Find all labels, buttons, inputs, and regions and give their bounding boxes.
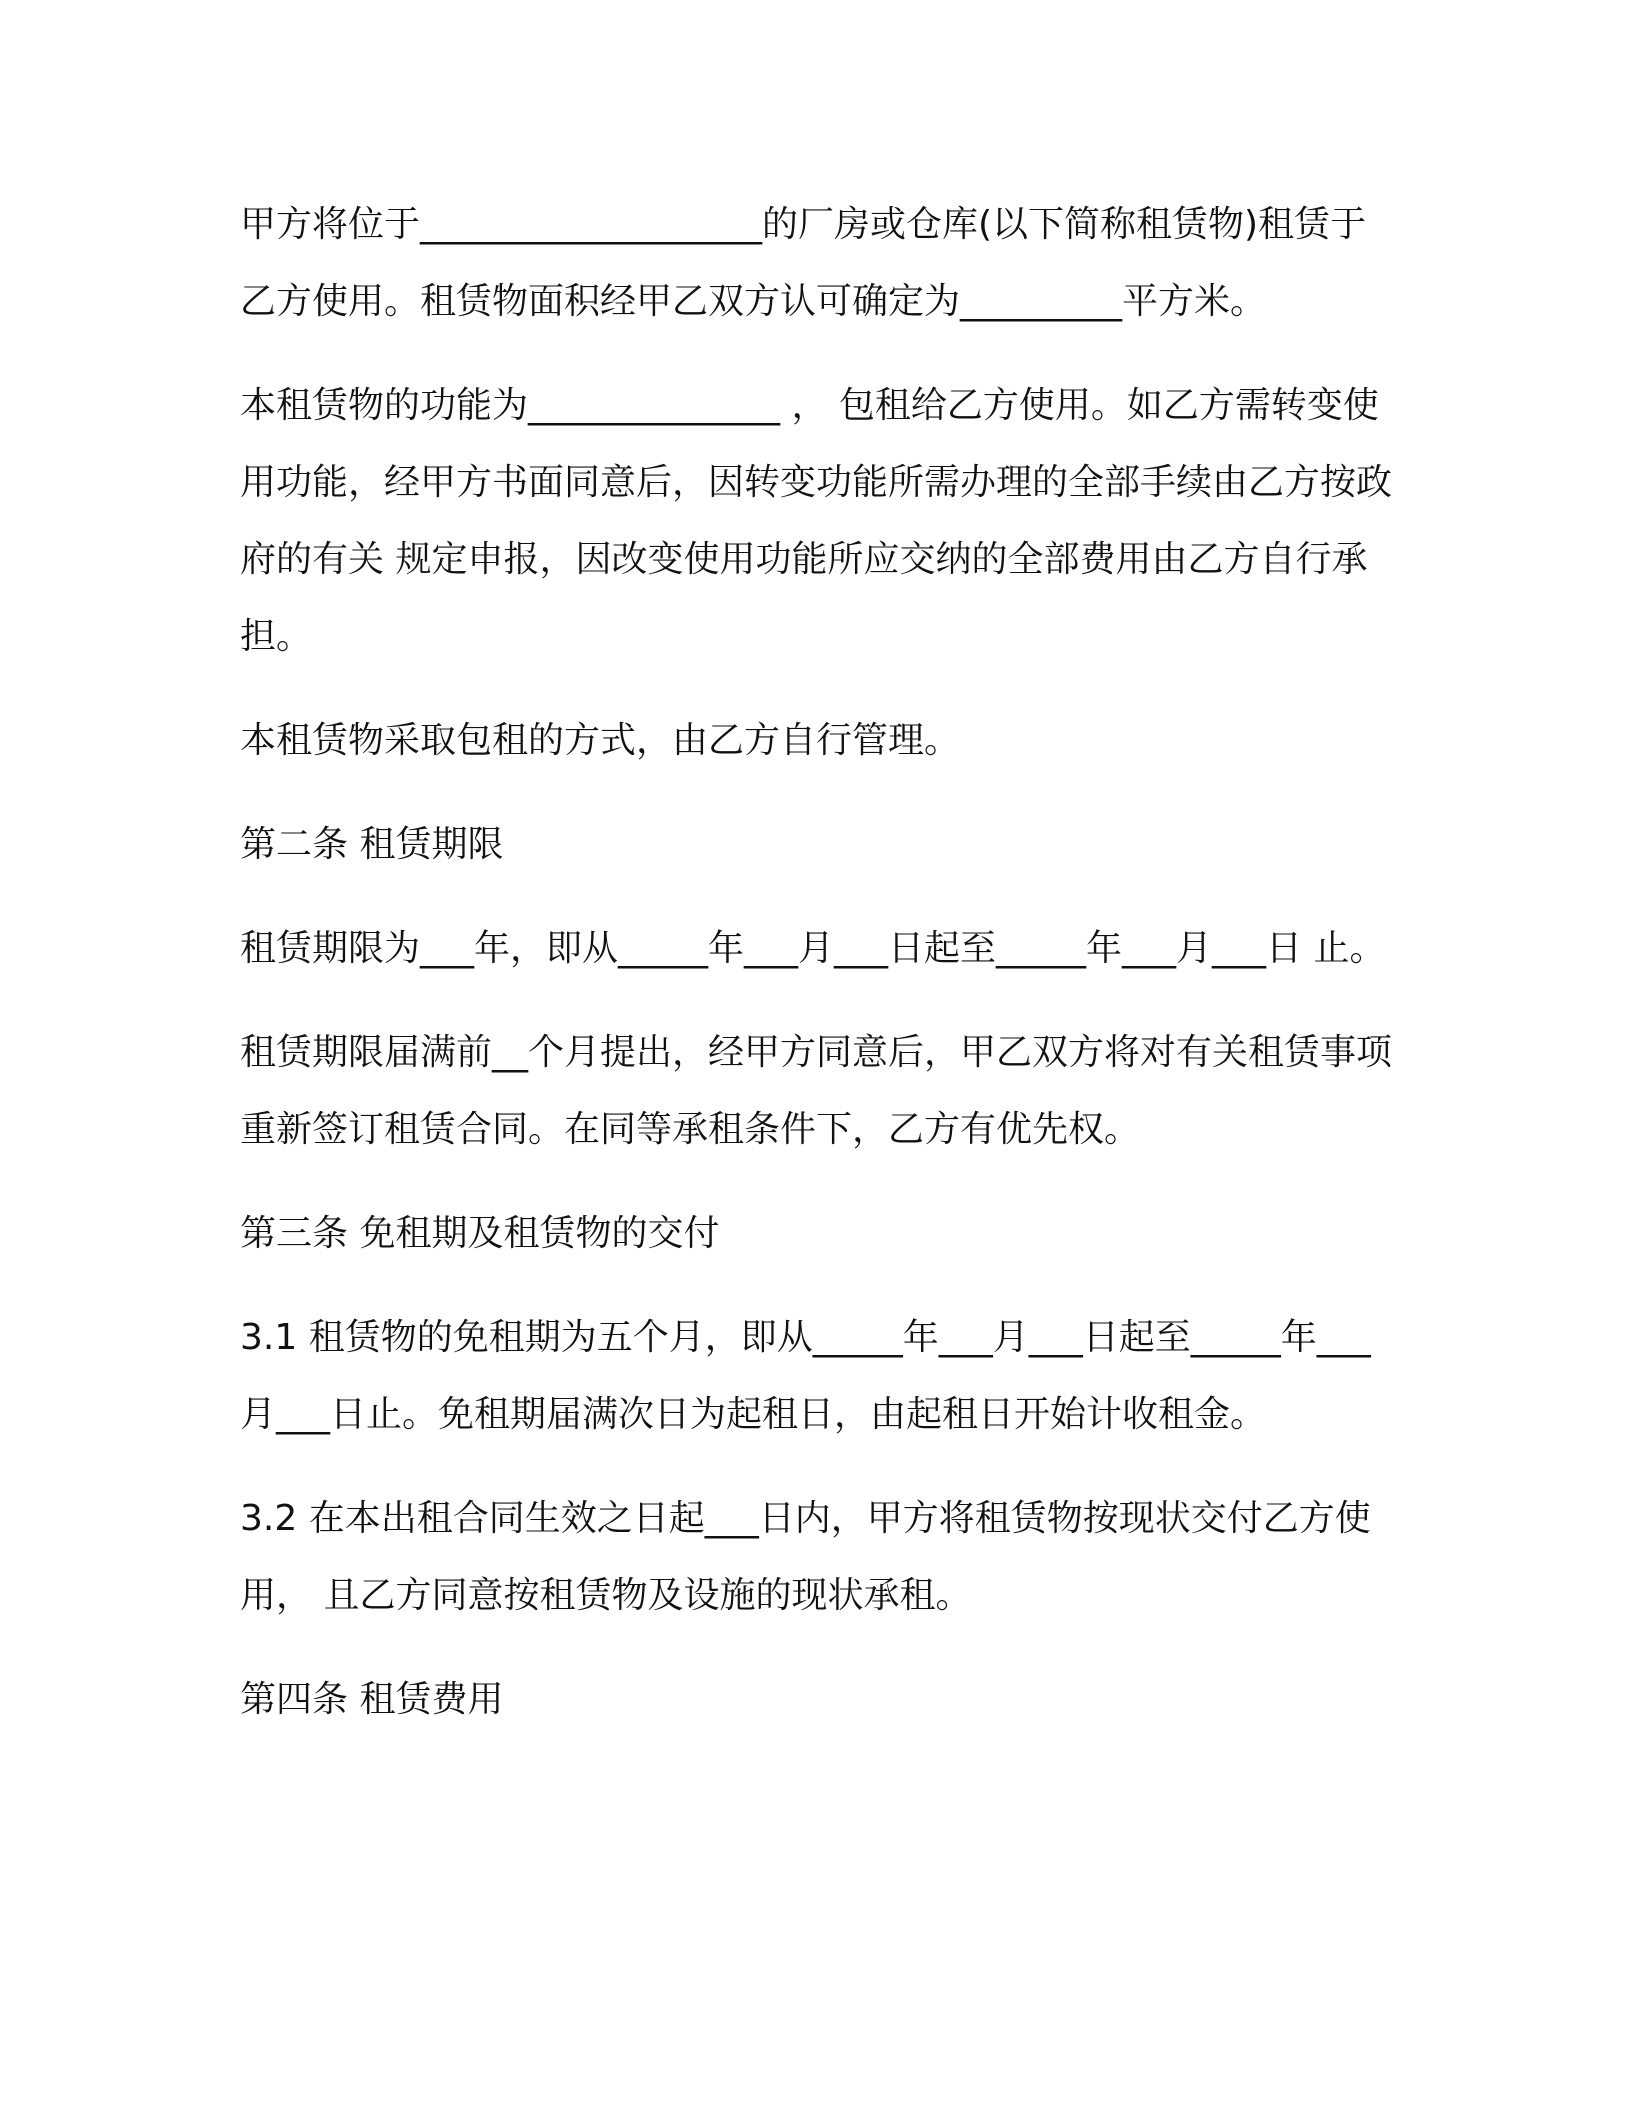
paragraph-delivery: 3.2 在本出租合同生效之日起___日内，甲方将租赁物按现状交付乙方使用， 且乙方同意按租赁物及设施的现状承租。 [240,1498,1371,1616]
paragraph-lease-term: 租赁期限为___年，即从_____年___月___日起至_____年___月___日 止。 [240,928,1386,969]
paragraph-lease-renewal: 租赁期限届满前__个月提出，经甲方同意后，甲乙双方将对有关租赁事项 重新签订租赁合同。在同等承租条件下，乙方有优先权。 [240,1032,1393,1150]
document-body [240,186,1400,1765]
heading-article-2: 第二条 租赁期限 [240,824,504,865]
paragraph-lease-location: 甲方将位于___________________的厂房或仓库(以下简称租赁物)租赁于 乙方使用。租赁物面积经甲乙双方认可确定为_________平方米。 [240,204,1367,322]
heading-article-3: 第三条 免租期及租赁物的交付 [240,1213,720,1254]
heading-article-4: 第四条 租赁费用 [240,1679,504,1720]
paragraph-rent-free-period: 3.1 租赁物的免租期为五个月，即从_____年___月___日起至_____年___ 月___日止。免租期届满次日为起租日，由起租日开始计收租金。 [240,1317,1371,1435]
paragraph-lease-management: 本租赁物采取包租的方式，由乙方自行管理。 [240,720,961,761]
paragraph-lease-function: 本租赁物的功能为______________ ， 包租给乙方使用。如乙方需转变使用功能，经甲方书面同意后，因转变功能所需办理的全部手续由乙方按政府的有关 规定申报，因改变使用功能所应交纳的全部费用由乙方自行承担。 [240,385,1393,657]
